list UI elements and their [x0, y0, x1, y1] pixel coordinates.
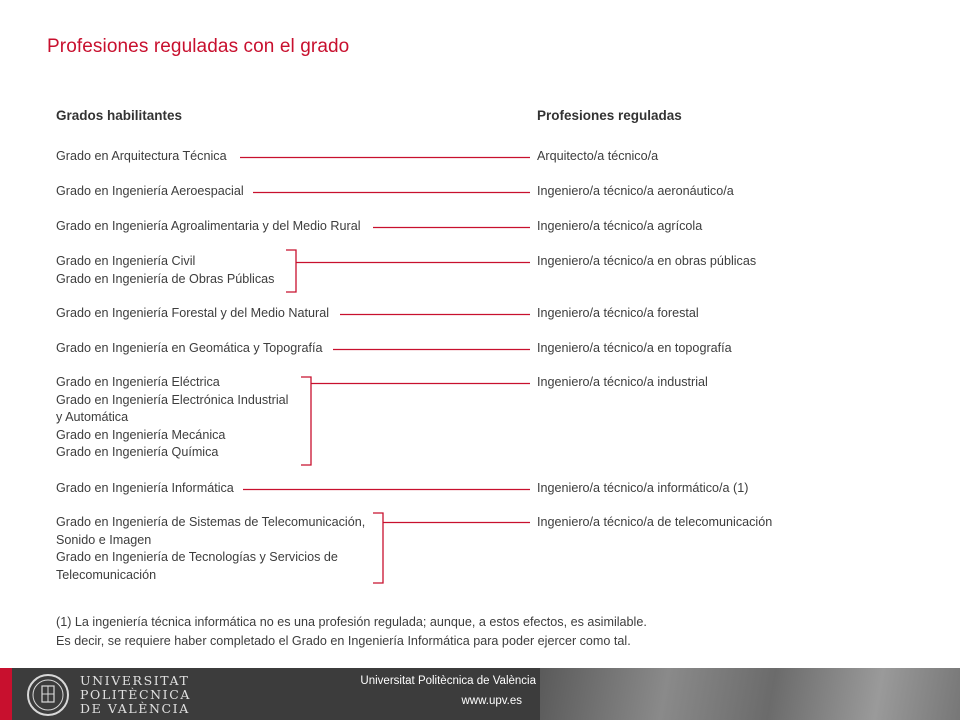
degree-label: Grado en Ingeniería Eléctrica [56, 375, 220, 389]
degree-label: Grado en Ingeniería Aeroespacial [56, 184, 244, 198]
degree-label: Grado en Ingeniería Informática [56, 481, 234, 495]
degree-label: Grado en Ingeniería Civil [56, 254, 196, 268]
degree-label: Grado en Ingeniería Química [56, 445, 219, 459]
connector-bracket [301, 377, 311, 465]
profession-label: Ingeniero/a técnico/a de telecomunicación [537, 515, 773, 529]
footer-seal-texture [540, 668, 960, 720]
university-seal-icon [26, 673, 70, 717]
degree-label: y Automática [56, 410, 129, 424]
connector-bracket [373, 513, 383, 583]
footer-institution: Universitat Politècnica de València [360, 675, 536, 687]
footer-url[interactable]: www.upv.es [461, 695, 522, 707]
profession-label: Ingeniero/a técnico/a industrial [537, 375, 708, 389]
degree-label: Grado en Arquitectura Técnica [56, 149, 227, 163]
degree-label: Grado en Ingeniería en Geomática y Topografía [56, 341, 323, 355]
header-degrees: Grados habilitantes [56, 108, 183, 123]
degree-label: Grado en Ingeniería Forestal y del Medio Natural [56, 306, 330, 320]
degree-label: Sonido e Imagen [56, 532, 152, 547]
wordmark-line: DE VALÈNCIA [80, 701, 190, 716]
degree-label: Grado en Ingeniería de Obras Públicas [56, 271, 275, 286]
footer-accent-bar [0, 668, 12, 720]
footer [0, 668, 960, 720]
profession-label: Ingeniero/a técnico/a aeronáutico/a [537, 184, 734, 198]
wordmark-line: UNIVERSITAT [80, 673, 190, 688]
footnote: (1) La ingeniería técnica informática no es una profesión regulada; aunque, a estos efectos, es asimilable. [56, 615, 647, 629]
degree-label: Grado en Ingeniería Electrónica Industrial [56, 392, 289, 407]
degree-label: Grado en Ingeniería Agroalimentaria y del Medio Rural [56, 219, 361, 233]
profession-label: Arquitecto/a técnico/a [537, 149, 659, 163]
wordmark-line: POLITÈCNICA [80, 687, 191, 702]
page-title: Profesiones reguladas con el grado [47, 36, 350, 57]
footnote: Es decir, se requiere haber completado el Grado en Ingeniería Informática para poder ejercer como tal. [56, 634, 631, 648]
connector-bracket [286, 250, 296, 292]
profession-label: Ingeniero/a técnico/a en topografía [537, 341, 732, 355]
profession-label: Ingeniero/a técnico/a informático/a (1) [537, 481, 749, 495]
university-wordmark [80, 674, 191, 716]
header-professions: Profesiones reguladas [537, 108, 682, 123]
profession-label: Ingeniero/a técnico/a en obras públicas [537, 254, 757, 268]
profession-label: Ingeniero/a técnico/a agrícola [537, 219, 703, 233]
degree-label: Grado en Ingeniería de Tecnologías y Servicios de [56, 550, 338, 564]
degree-label: Telecomunicación [56, 567, 157, 582]
degree-label: Grado en Ingeniería de Sistemas de Telecomunicación, [56, 515, 366, 529]
degree-label: Grado en Ingeniería Mecánica [56, 427, 226, 442]
profession-label: Ingeniero/a técnico/a forestal [537, 306, 699, 320]
